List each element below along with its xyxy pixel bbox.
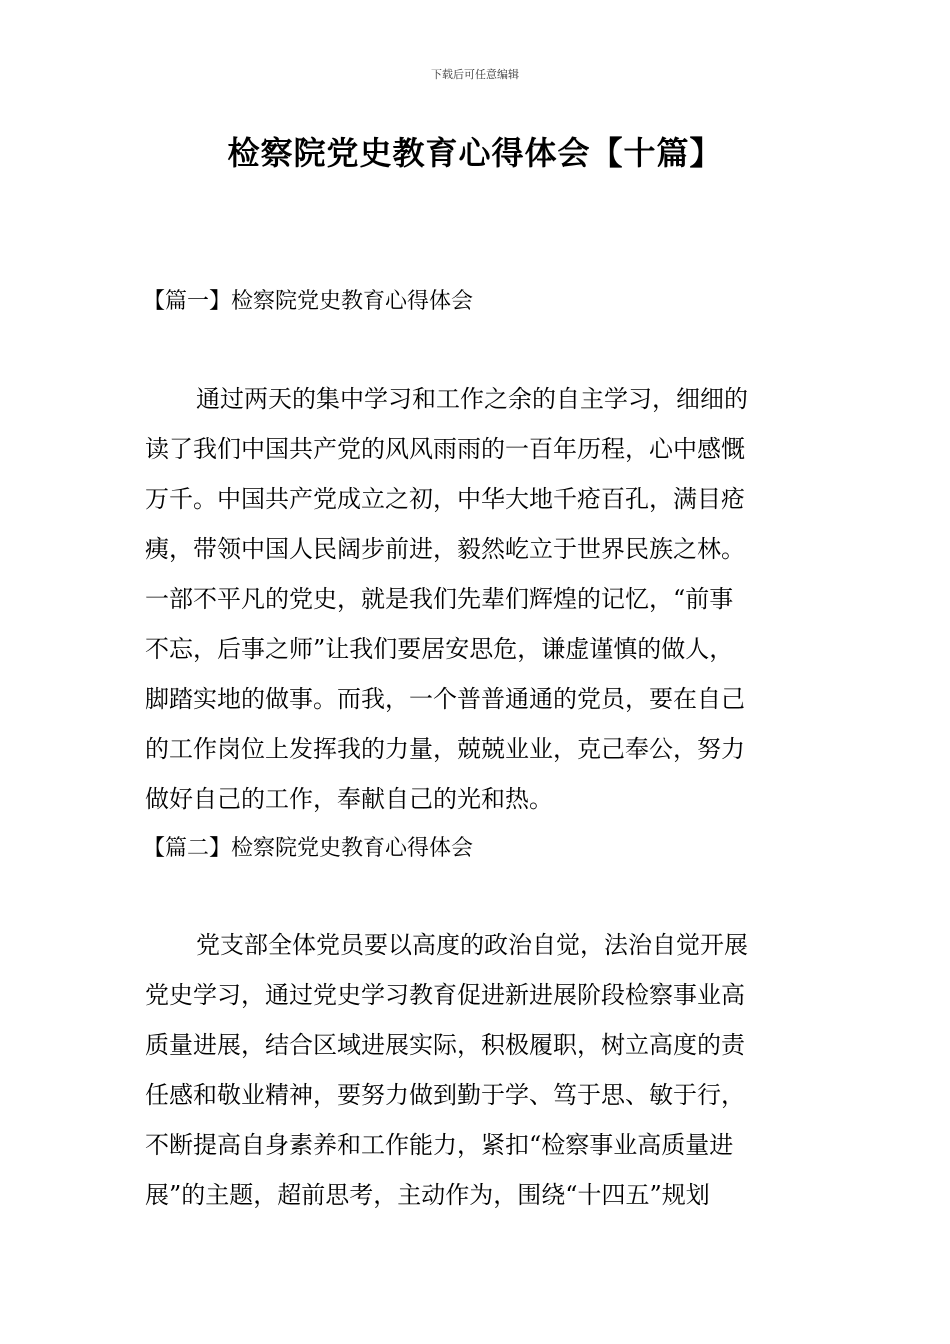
section-heading-1: 【篇一】检察院党史教育心得体会 <box>143 289 474 314</box>
paragraph-line: 不断提高自身素养和工作能力，紧扣“检察事业高质量进 <box>145 1131 734 1159</box>
paragraph-line: 通过两天的集中学习和工作之余的自主学习，细细的 <box>196 385 748 413</box>
paragraph-line: 党支部全体党员要以高度的政治自觉，法治自觉开展 <box>196 931 748 959</box>
paragraph-line: 的工作岗位上发挥我的力量，兢兢业业，克己奉公，努力 <box>145 735 745 763</box>
section-heading-2: 【篇二】检察院党史教育心得体会 <box>143 836 474 861</box>
paragraph-line: 不忘，后事之师”让我们要居安思危，谦虚谨慎的做人， <box>145 635 734 663</box>
paragraph-line: 一部不平凡的党史，就是我们先辈们辉煌的记忆，“前事 <box>145 585 734 613</box>
paragraph-line: 读了我们中国共产党的风风雨雨的一百年历程，心中感慨 <box>145 435 745 463</box>
paragraph-line: 做好自己的工作，奉献自己的光和热。 <box>145 785 553 813</box>
section-2-paragraph <box>145 920 813 1220</box>
paragraph-line: 质量进展，结合区域进展实际，积极履职，树立高度的责 <box>145 1031 745 1059</box>
paragraph-line: 脚踏实地的做事。而我，一个普普通通的党员，要在自己 <box>145 685 745 713</box>
paragraph-line: 党史学习，通过党史学习教育促进新进展阶段检察事业高 <box>145 981 745 1009</box>
paragraph-line: 任感和敬业精神，要努力做到勤于学、笃于思、敏于行， <box>145 1081 745 1109</box>
paragraph-line: 万千。中国共产党成立之初，中华大地千疮百孔，满目疮 <box>145 485 745 513</box>
header-note: 下载后可任意编辑 <box>431 68 519 81</box>
paragraph-line: 痍，带领中国人民阔步前进，毅然屹立于世界民族之林。 <box>145 535 745 563</box>
section-1-paragraph <box>145 374 813 824</box>
paragraph-line: 展”的主题，超前思考，主动作为，围绕“十四五”规划 <box>145 1181 710 1209</box>
document-title: 检察院党史教育心得体会【十篇】 <box>227 134 723 172</box>
